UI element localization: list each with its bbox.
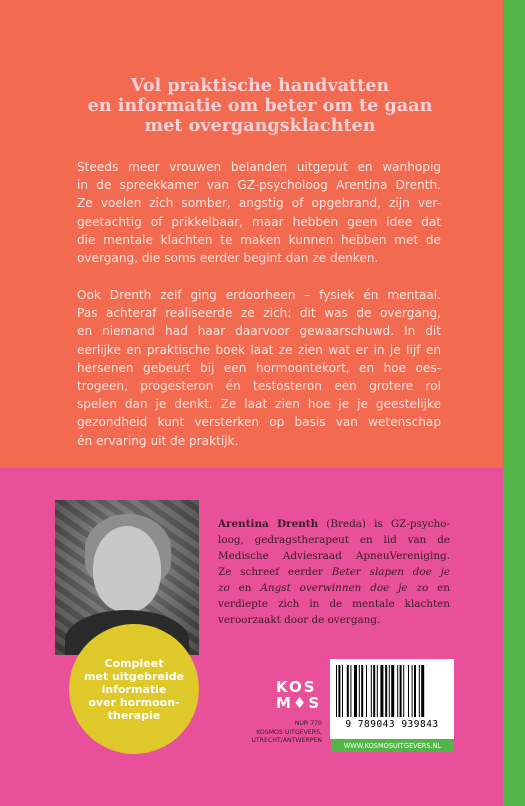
bio-line: loog, gedragstherapeut en lid van de <box>218 534 450 546</box>
headline <box>70 76 450 136</box>
text-line: en niemand had haar daarvoor gewaarschuwd. In dit <box>77 324 441 339</box>
bio-line <box>218 564 450 580</box>
info-badge <box>69 624 199 754</box>
text-line: die mentale klachten te maken kunnen hebben met de <box>77 232 441 247</box>
book-title: Angst overwinnen doe je zo <box>260 582 429 594</box>
bio-text: en <box>229 582 261 594</box>
text-line: én ervaring uit de praktijk. <box>77 433 239 448</box>
book-title: zo <box>218 582 230 594</box>
isbn-number: 9 789043 939843 <box>345 719 439 730</box>
publisher-location: UTRECHT/ANTWERPEN <box>251 737 322 745</box>
text-line: hersenen gebeurt bij een hormoontekort, en hoe oes- <box>77 360 441 375</box>
publisher-logo <box>276 678 322 712</box>
logo-line: KOS <box>276 678 317 696</box>
text-line: Steeds meer vrouwen belanden uitgeput en wanhopig <box>77 160 441 174</box>
bio-text: Ze schreef eerder <box>218 566 332 578</box>
text-line: Ook Drenth zelf ging erdoorheen – fysiek én mentaal. <box>77 288 441 302</box>
bio-text: en <box>428 582 450 594</box>
text-line: in de spreekkamer van GZ-psycholoog Arentina Drenth. <box>77 178 441 193</box>
description-paragraph-1 <box>77 158 441 267</box>
text-line: geetachtig of prikkelbaar, maar hebben geen idee dat <box>77 214 441 229</box>
bio-line <box>218 516 450 532</box>
text-line: gezondheid kunt versterken op basis van wetenschap <box>77 415 441 430</box>
text-line: spelen dan je denkt. Ze laat zien hoe je je geestelijke <box>77 397 441 412</box>
headline-line: Vol praktische handvatten <box>130 75 390 96</box>
spine-strip <box>503 0 525 806</box>
badge-line: Compleet <box>104 656 164 670</box>
logo-line: M♦S <box>276 694 322 712</box>
badge-line: over hormoon- <box>88 695 180 709</box>
author-bio <box>218 516 450 628</box>
publisher-website: WWW.KOSMOSUITGEVERS.NL <box>331 740 454 752</box>
bio-line <box>218 580 450 596</box>
badge-text <box>84 657 184 722</box>
text-line: Pas achteraf realiseerde ze zich: dit was de overgang, <box>77 306 441 321</box>
isbn-barcode <box>330 659 454 739</box>
headline-line: met overgangsklachten <box>144 115 376 136</box>
description-paragraph-2 <box>77 286 441 450</box>
headline-line: en informatie om beter om te gaan <box>87 95 433 116</box>
bio-line: Medische Adviesraad ApneuVereniging. <box>218 550 450 562</box>
text-line: eerlijke en praktische boek laat ze zien wat er in je lijf en <box>77 342 441 357</box>
bio-line: veroorzaakt door de overgang. <box>218 614 381 626</box>
author-name: Arentina Drenth <box>218 518 319 530</box>
bio-text: (Breda) is GZ-psycho- <box>318 518 451 530</box>
book-title: Beter slapen doe je <box>331 566 450 578</box>
badge-line: therapie <box>107 708 161 722</box>
publisher-info <box>230 720 322 746</box>
publisher-name: KOSMOS UITGEVERS, <box>256 728 322 736</box>
text-line: trogeen, progesteron én testosteron een grotere rol <box>77 379 441 394</box>
photo-face <box>93 526 161 612</box>
nur-code: NUR 770 <box>294 720 322 727</box>
badge-line: informatie <box>101 682 167 696</box>
text-line: Ze voelen zich somber, angstig of opgebrand, zijn ver- <box>77 196 441 211</box>
text-line: overgang, die soms eerder begint dan ze denken. <box>77 251 379 266</box>
badge-line: met uitgebreide <box>83 669 185 683</box>
bio-line: verdiepte zich in de mentale klachten <box>218 598 450 610</box>
barcode-icon <box>336 665 448 717</box>
